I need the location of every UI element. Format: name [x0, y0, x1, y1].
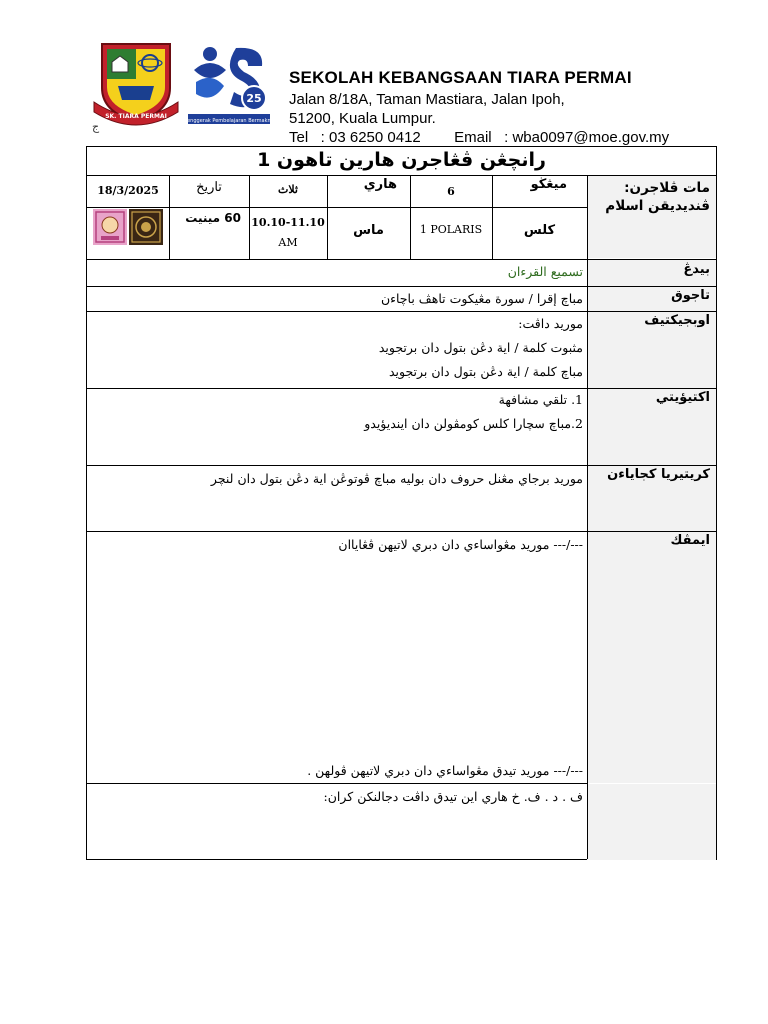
iqra-book-image: [93, 209, 127, 245]
kriteria-label: كريتيريا كجاياءن: [607, 467, 710, 482]
time-value-line-2: AM: [278, 236, 298, 249]
subject-value: ڤنديديقن اسلام: [605, 198, 710, 214]
school-name: SEKOLAH KEBANGSAAN TIARA PERMAI: [289, 68, 632, 87]
date-label: تاريخ: [196, 180, 222, 195]
logo-note: ج: [92, 120, 100, 133]
objektif-label: اوبجيكتيف: [644, 313, 710, 328]
school-header: [289, 66, 669, 147]
week-label: ميڠڬو: [530, 177, 567, 192]
aktiviti-text: [97, 388, 583, 436]
school-crest-logo: [92, 40, 180, 132]
class-label: كلس: [523, 223, 556, 238]
transformation-25-logo: [188, 42, 270, 126]
aktiviti-line: 1. تلقي مشافهة: [498, 392, 583, 407]
day-value: ثلاث: [278, 183, 298, 196]
aktiviti-line: 2.مباچ سچارا كلس كومڤولن دان اينديؤيدو: [364, 416, 583, 431]
quran-book-image: [129, 209, 163, 245]
time-value: [249, 213, 327, 253]
aktiviti-label: اكتيؤيتي: [655, 390, 710, 405]
impak-label: ايمڤك: [670, 533, 710, 548]
address-line-2: 51200, Kuala Lumpur.: [289, 110, 436, 127]
lesson-plan-table: [86, 146, 717, 860]
class-value: 1 POLARIS: [419, 223, 483, 236]
contact-line: Tel : 03 6250 0412 Email : wba0097@moe.gov.my: [289, 129, 670, 146]
bidang-label: بيدڠ: [683, 262, 710, 277]
impak-line-not-mastered: ---/--- موريد تيدق مڠواساءي دان دبري لاتيهن ڤولهن .: [307, 763, 583, 778]
logo2-number: 25: [246, 92, 262, 105]
pdpc-note: ف . د . ف. خ هاري اين تيدق داڤت دجالنكن كران:: [323, 789, 583, 804]
objektif-line: موريد داڤت:: [518, 316, 583, 331]
impak-line-mastered: ---/--- موريد مڠواساءي دان دبري لاتيهن ڤڠاياان: [338, 537, 583, 552]
time-label: ماس: [353, 223, 384, 238]
bidang-value: تسميع القرءان: [507, 264, 583, 279]
kriteria-value: موريد برجاي مڠنل حروف دان بوليه مباچ ڤوتوڠن اية دڠن بتول دان لنچر: [210, 471, 583, 486]
logo2-caption: Penggerak Pembelajaran Bermakna: [188, 118, 270, 124]
week-value: 6: [447, 185, 455, 198]
day-label: هاري: [363, 177, 397, 192]
objektif-text: [97, 312, 583, 384]
crest-banner-text: SK. TIARA PERMAI: [105, 113, 167, 120]
date-value: 18/3/2025: [97, 184, 159, 197]
subject-label: مات ڤلاجرن:: [624, 180, 710, 196]
duration-value: 60 مينيت: [185, 211, 241, 225]
tajuk-value: مباچ إقرا / سورة مڠيكوت تاهڤ باچاءن: [380, 291, 583, 306]
time-value-line-1: 10.10-11.10: [251, 216, 325, 229]
objektif-line: مباچ كلمة / اية دڠن بتول دان برتجويد: [388, 364, 583, 379]
objektif-line: مثبوت كلمة / اية دڠن بتول دان برتجويد: [378, 340, 583, 355]
address-line-1: Jalan 8/18A, Taman Mastiara, Jalan Ipoh,: [289, 91, 565, 108]
tajuk-label: تاجوق: [671, 288, 710, 303]
page-title: رانچڠن ڤڠاجرن هارين تاهون 1: [257, 149, 546, 171]
